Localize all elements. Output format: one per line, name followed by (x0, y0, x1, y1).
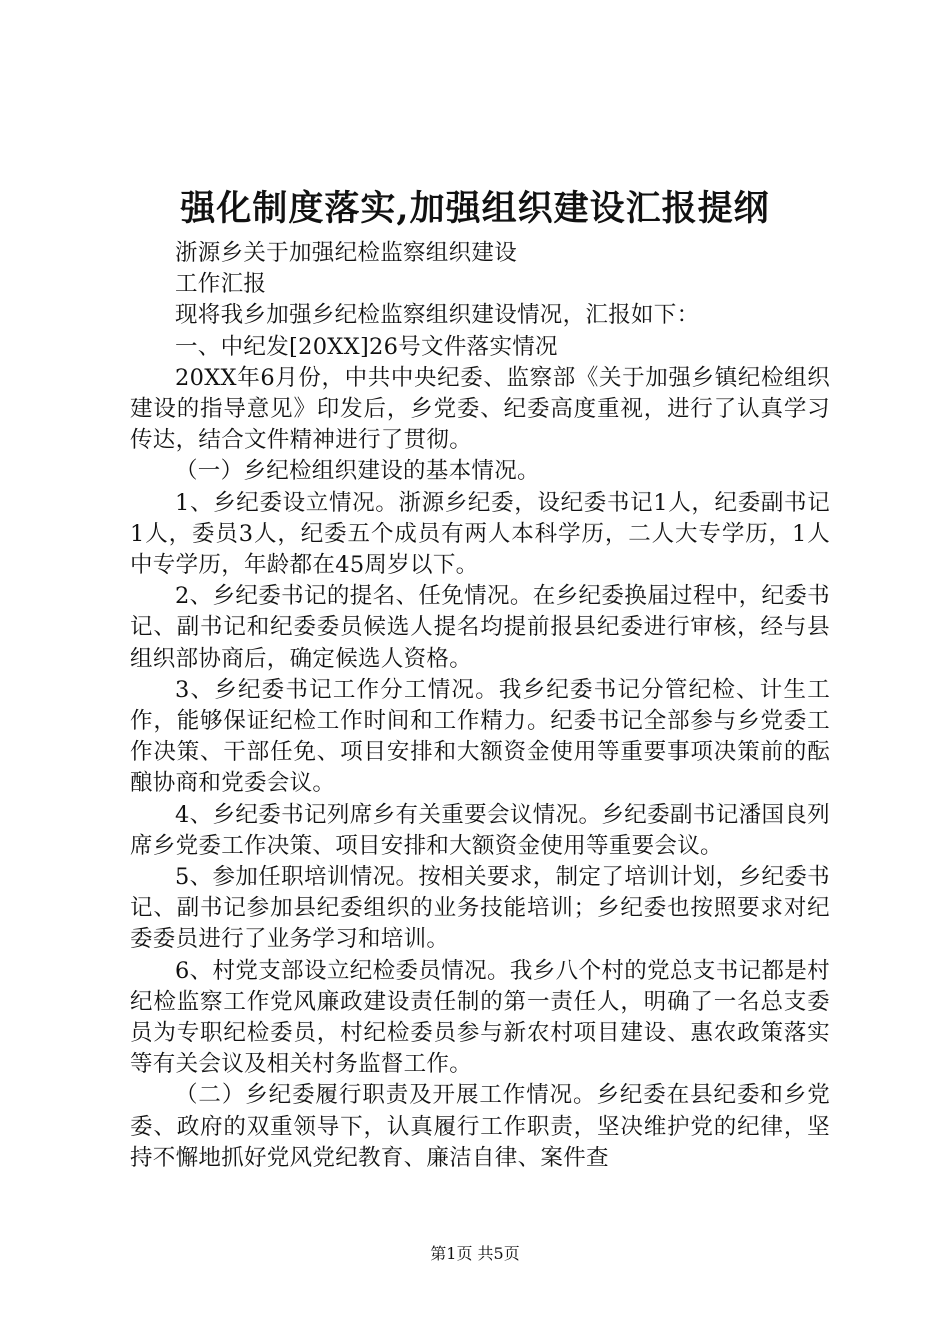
page-number: 第1页 共5页 (430, 1244, 520, 1263)
paragraph: 20XX年6月份，中共中央纪委、监察部《关于加强乡镇纪检组织建设的指导意见》印发后，乡党委、纪委高度重视，进行了认真学习传达，结合文件精神进行了贯彻。 (130, 364, 830, 454)
section-heading-1: 一、中纪发[20XX]26号文件落实情况 (175, 333, 558, 360)
document-body (130, 238, 830, 1174)
paragraph-item-1: 1、乡纪委设立情况。浙源乡纪委，设纪委书记1人，纪委副书记1人，委员3人，纪委五个成员有两人本科学历，二人大专学历，1人中专学历，年龄都在45周岁以下。 (130, 489, 830, 579)
paragraph-item-3: 3、乡纪委书记工作分工情况。我乡纪委书记分管纪检、计生工作，能够保证纪检工作时间和工作精力。纪委书记全部参与乡党委工作决策、干部任免、项目安排和大额资金使用等重要事项决策前的酝酿协商和党委会议。 (130, 676, 830, 797)
paragraph-intro: 现将我乡加强乡纪检监察组织建设情况，汇报如下： (175, 302, 700, 329)
subsection-heading-1: （一）乡纪检组织建设的基本情况。 (175, 458, 540, 485)
paragraph-item-2: 2、乡纪委书记的提名、任免情况。在乡纪委换届过程中，纪委书记、副书记和纪委委员候选人提名均提前报县纪委进行审核，经与县组织部协商后，确定候选人资格。 (130, 583, 830, 672)
paragraph-item-4: 4、乡纪委书记列席乡有关重要会议情况。乡纪委副书记潘国良列席乡党委工作决策、项目安排和大额资金使用等重要会议。 (130, 801, 830, 859)
paragraph-subtitle-1: 浙源乡关于加强纪检监察组织建设 (175, 240, 518, 266)
subsection-heading-2: （二）乡纪委履行职责及开展工作情况。乡纪委在县纪委和乡党委、政府的双重领导下，认真履行工作职责，坚决维护党的纪律，坚持不懈地抓好党风党纪教育、廉洁自律、案件查 (130, 1082, 830, 1171)
paragraph-subtitle-2: 工作汇报 (175, 271, 267, 298)
document-title: 强化制度落实,加强组织建设汇报提纲 (180, 188, 770, 229)
paragraph-item-5: 5、参加任职培训情况。按相关要求，制定了培训计划，乡纪委书记、副书记参加县纪委组织的业务技能培训；乡纪委也按照要求对纪委委员进行了业务学习和培训。 (130, 864, 830, 953)
paragraph-item-6: 6、村党支部设立纪检委员情况。我乡八个村的党总支书记都是村纪检监察工作党风廉政建设责任制的第一责任人，明确了一名总支委员为专职纪检委员，村纪检委员参与新农村项目建设、惠农政策落实等有关会议及相关村务监督工作。 (130, 957, 830, 1078)
